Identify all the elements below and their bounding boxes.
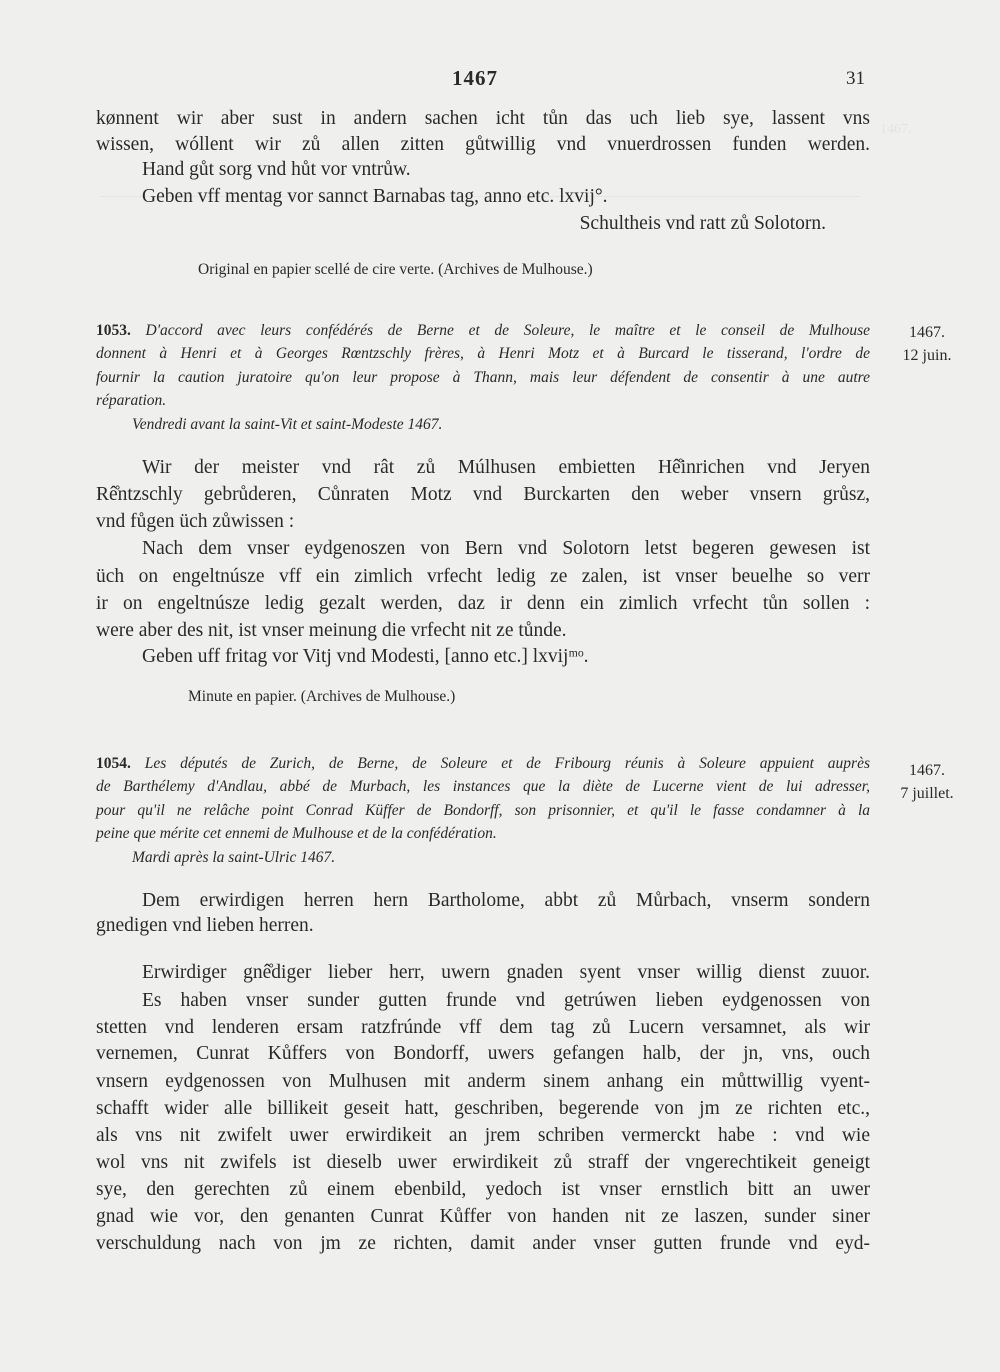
address-line: gnedigen vnd lieben herren. xyxy=(96,915,314,936)
signature-line: Schultheis vnd ratt zů Solotorn. xyxy=(579,213,826,234)
source-note: Minute en papier. (Archives de Mulhouse.) xyxy=(188,688,456,705)
regest-line: réparation. xyxy=(96,392,167,409)
regest-line: fournir la caution juratoire qu'on leur propose à Thann, mais leur défendent de consentir à une autre xyxy=(96,369,870,386)
text-line: Geben vff mentag vor sannct Barnabas tag, anno etc. lxvij°. xyxy=(142,186,608,207)
regest-line: donnent à Henri et à Georges Rœntzschly frères, à Henri Motz et à Burcard le tisserand, l'ordre de xyxy=(96,345,870,362)
text-line: Hand gůt sorg vnd hůt vor vntrůw. xyxy=(142,159,411,180)
document-number: 1054. xyxy=(96,755,131,772)
margin-date: 7 juillet. xyxy=(900,785,954,802)
running-header-year: 1467 xyxy=(452,66,498,90)
regest-line: pour qu'il ne relâche point Conrad Küffer de Bondorff, son prisonnier, et qu'il le fasse condamner à la xyxy=(96,802,870,819)
text-line: kønnent wir aber sust in andern sachen icht tůn das uch lieb sye, lassent vns xyxy=(96,108,870,129)
margin-date: 12 juin. xyxy=(902,347,952,364)
address-line: Dem erwirdigen herren hern Bartholome, abbt zů Můrbach, vnserm sondern xyxy=(142,890,870,911)
text-line: stetten vnd lenderen ersam ratzfrúnde vff dem tag zů Lucern versamnet, als wir xyxy=(96,1017,870,1038)
text-line: sye, den gerechten zů einem ebenbild, yedoch ist vnser ernstlich bitt an uwer xyxy=(96,1179,870,1200)
text-line: verschuldung nach von jm ze richten, damit ander vnser gutten frunde vnd eyd- xyxy=(96,1233,870,1254)
text-line: Wir der meister vnd rât zů Múlhusen embietten Hê̊inrichen vnd Jeryen xyxy=(142,457,870,478)
text-line: Nach dem vnser eydgenoszen von Bern vnd Solotorn letst begeren gewesen ist xyxy=(142,538,870,559)
text-line: ir on engeltnúsze ledig gezalt werden, daz ir denn ein zimlich vrfecht tůn sollen : xyxy=(96,593,870,614)
margin-year: 1467. xyxy=(909,762,945,779)
regest-line: de Barthélemy d'Andlau, abbé de Murbach, les instances que la diète de Lucerne vient de lui adresser, xyxy=(96,778,870,795)
text-line: vnd fůgen üch zůwissen : xyxy=(96,511,295,532)
source-note: Original en papier scellé de cire verte. (Archives de Mulhouse.) xyxy=(198,261,593,278)
document-date: Mardi après la saint-Ulric 1467. xyxy=(132,849,336,866)
text-line: Es haben vnser sunder gutten frunde vnd getrúwen lieben eydgenossen von xyxy=(142,990,870,1011)
regest-line: peine que mérite cet ennemi de Mulhouse et de la confédération. xyxy=(96,825,497,842)
bleed-through-mark: 1467. xyxy=(880,122,912,137)
page-number: 31 xyxy=(846,68,865,89)
text-line: vnsern eydgenossen von Mulhusen mit anderm sinem anhang ein můttwillig vyent- xyxy=(96,1071,870,1092)
text-line: wol vns nit zwifels ist dieselb uwer erwirdikeit zů straff der vngerechtikeit geneigt xyxy=(96,1152,870,1173)
text-line: Erwirdiger gnê̊diger lieber herr, uwern gnaden syent vnser willig dienst zuuor. xyxy=(142,962,870,983)
text-line: Geben uff fritag vor Vitj vnd Modesti, [anno etc.] lxvijᵐᵒ. xyxy=(142,646,589,667)
text-line: Rê̊ntzschly gebrůderen, Cůnraten Motz vnd Burckarten den weber vnsern grůsz, xyxy=(96,484,870,505)
text-line: üch on engeltnúsze vff ein zimlich vrfecht ledig ze zalen, ist vnser beuelhe so verr xyxy=(96,566,870,587)
margin-year: 1467. xyxy=(909,324,945,341)
document-date: Vendredi avant la saint-Vit et saint-Modeste 1467. xyxy=(132,416,443,433)
text-line: vernemen, Cunrat Kůffers von Bondorff, uwers gefangen halb, der jn, vns, ouch xyxy=(96,1043,870,1064)
regest-line xyxy=(96,322,870,340)
text-line: als vns nit zwifelt uwer erwirdikeit an jrem schriben vermerckt habe : vnd wie xyxy=(96,1125,870,1146)
document-number: 1053. xyxy=(96,322,131,339)
regest-text: D'accord avec leurs confédérés de Berne et de Soleure, le maître et le conseil de Mulhouse xyxy=(145,322,871,339)
regest-text: Les députés de Zurich, de Berne, de Soleure et de Fribourg réunis à Soleure appuient auprès xyxy=(144,755,870,772)
regest-line xyxy=(96,755,870,773)
text-line: were aber des nit, ist vnser meinung die vrfecht nit ze tůnde. xyxy=(96,620,567,641)
text-line: wissen, wóllent wir zů allen zitten gůtwillig vnd vnuerdrossen funden werden. xyxy=(96,134,870,155)
text-line: gnad wie vor, den genanten Cunrat Kůffer von handen nit ze laszen, sunder siner xyxy=(96,1206,870,1227)
text-line: schafft wider alle billikeit geseit hatt, geschriben, begerende von jm ze richten etc., xyxy=(96,1098,870,1119)
